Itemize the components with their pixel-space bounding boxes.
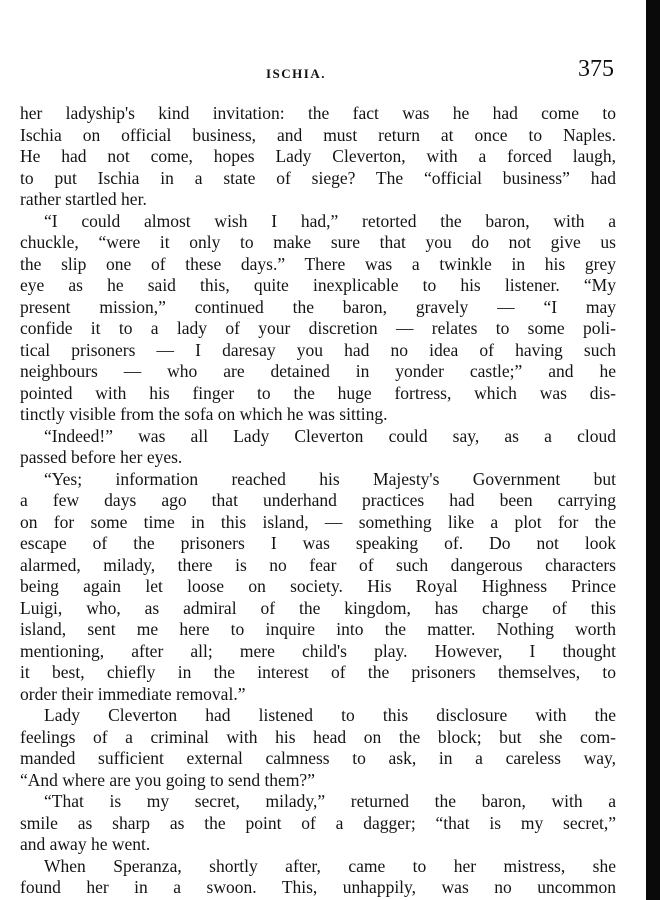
text-line: alarmed, milady, there is no fear of such dangerous characters xyxy=(20,554,616,575)
scan-edge xyxy=(646,0,660,900)
text-line: chuckle, “were it only to make sure that you do not give us xyxy=(20,232,616,252)
text-line: and away he went. xyxy=(20,834,151,854)
text-line: passed before her eyes. xyxy=(20,447,183,467)
text-line: confide it to a lady of your discretion — relates to some poli- xyxy=(20,318,616,338)
text-line: “That is my secret, milady,” returned the baron, with a xyxy=(44,791,616,811)
text-line: her ladyship's kind invitation: the fact was he had come to xyxy=(20,103,616,123)
text-line: Ischia on official business, and must return at once to Naples. xyxy=(20,124,616,145)
text-line: order their immediate removal.” xyxy=(20,683,246,704)
text-line: When Speranza, shortly after, came to her mistress, she xyxy=(44,855,616,876)
text-line: rather startled her. xyxy=(20,189,147,209)
text-line: island, sent me here to inquire into the matter. Nothing worth xyxy=(20,619,616,639)
text-line: being again let loose on society. His Royal Highness Prince xyxy=(20,576,616,596)
text-line: smile as sharp as the point of a dagger; “that is my secret,” xyxy=(20,812,616,833)
body-text xyxy=(20,103,616,899)
text-line: Luigi, who, as admiral of the kingdom, has charge of this xyxy=(20,597,616,618)
text-line: He had not come, hopes Lady Cleverton, with a forced laugh, xyxy=(20,146,616,166)
text-line: present mission,” continued the baron, gravely — “I may xyxy=(20,296,616,317)
text-line: tinctly visible from the sofa on which he was sitting. xyxy=(20,404,388,424)
text-line: Lady Cleverton had listened to this disclosure with the xyxy=(44,705,616,725)
text-line: tical prisoners — I daresay you had no idea of having such xyxy=(20,339,616,360)
text-line: mentioning, after all; mere child's play. However, I thought xyxy=(20,640,616,661)
text-line: “And where are you going to send them?” xyxy=(20,769,315,790)
text-line: found her in a swoon. This, unhappily, was no uncommon xyxy=(20,877,616,897)
text-line: feelings of a criminal with his head on the block; but she com- xyxy=(20,726,616,747)
text-line: the slip one of these days.” There was a twinkle in his grey xyxy=(20,253,616,274)
text-line: eye as he said this, quite inexplicable to his listener. “My xyxy=(20,275,616,295)
text-line: neighbours — who are detained in yonder castle;” and he xyxy=(20,361,616,381)
text-line: “Yes; information reached his Majesty's Government but xyxy=(44,468,616,489)
text-line: manded sufficient external calmness to ask, in a careless way, xyxy=(20,748,616,768)
page-number: 375 xyxy=(578,56,614,82)
running-head: ISCHIA. xyxy=(266,66,326,81)
text-line: it best, chiefly in the interest of the prisoners themselves, to xyxy=(20,662,616,682)
text-line: on for some time in this island, — something like a plot for the xyxy=(20,511,616,532)
text-line: a few days ago that underhand practices had been carrying xyxy=(20,490,616,510)
text-line: “Indeed!” was all Lady Cleverton could say, as a cloud xyxy=(44,425,616,446)
text-line: pointed with his finger to the huge fortress, which was dis- xyxy=(20,382,616,403)
page-header xyxy=(20,56,620,90)
text-line: to put Ischia in a state of siege? The “official business” had xyxy=(20,167,616,188)
text-line: “I could almost wish I had,” retorted the baron, with a xyxy=(44,210,616,231)
text-line: escape of the prisoners I was speaking of. Do not look xyxy=(20,533,616,553)
